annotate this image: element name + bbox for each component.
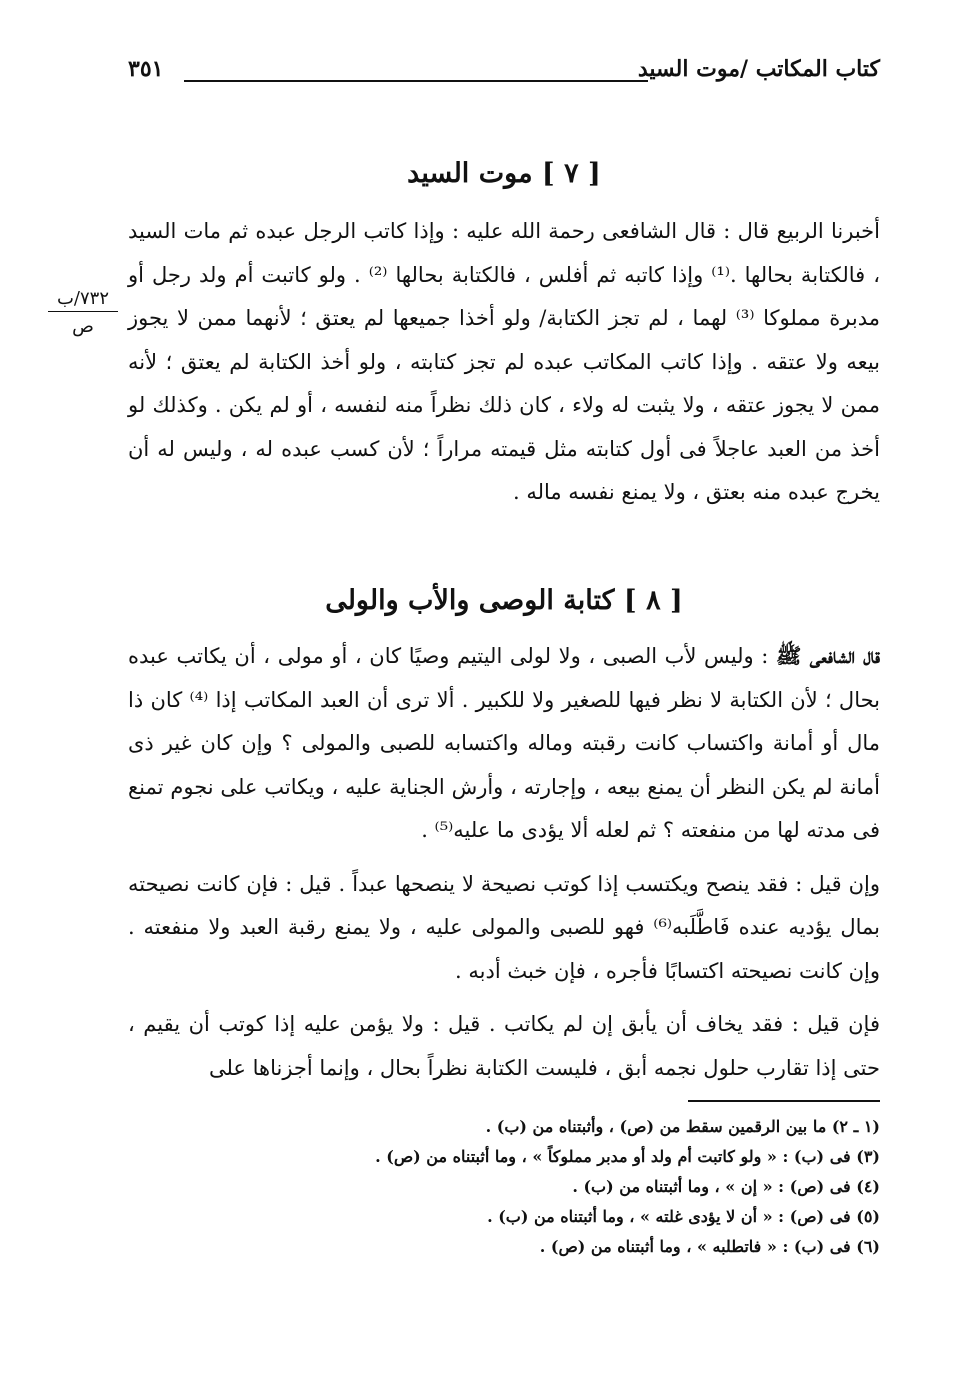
running-header: [128, 56, 880, 96]
section-8-paragraph-1: [128, 634, 880, 853]
margin-manuscript-siglum: ص: [72, 316, 94, 337]
section-7-paragraph: أخبرنا الربيع قال : قال الشافعى رحمة الله عليه : وإذا كاتب الرجل عبده ثم مات السيد ، فالكتابة بحالها .⁽¹⁾ وإذا كاتبه ثم أفلس ، فالكتابة بحالها ⁽²⁾ . ولو كاتبت أم ولد رجل أو مدبرة مملوكا ⁽³⁾ لهما ، لم تجز الكتابة/ ولو أخذا جميعها لم يعتق ؛ لأنهما ممن لا يجوز بيعه ولا عتقه . وإذا كاتب المكاتب عبده لم تجز كتابته ، ولو أخذ الكتابة لم يعتق ؛ لأنه ممن لا يجوز عتقه ، ولا يثبت له ولاء ، كان ذلك نظراً منه لنفسه ، أو لم يكن . وكذلك لو أخذ من العبد عاجلاً فى أول كتابته مثل قيمته مراراً ؛ لأن كسب عبده له ، وليس له أن يخرج عبده منه بعتق ، ولا يمنع نفسه ماله .: [128, 219, 880, 504]
section-8-body: [128, 634, 880, 1090]
footnote: (١ ـ ٢) ما بين الرقمين سقط من (ص) ، وأثبتناه من (ب) .: [485, 1117, 880, 1136]
header-rule: [184, 80, 648, 82]
running-title: كتاب المكاتب /موت السيد: [637, 56, 880, 82]
footnote: (٦) فى (ب) : « فاتطلبه » ، وما أثبتناه من (ص) .: [539, 1237, 880, 1256]
margin-manuscript-reference: [44, 288, 122, 337]
section-heading-7: [ ٧ ] موت السيد: [407, 158, 601, 189]
footnotes: [128, 1112, 880, 1262]
section-8-paragraph-3: فإن قيل : فقد يخاف أن يأبق إن لم يكاتب . قيل : ولا يؤمن عليه إذا كوتب أن يقيم ، حتى إذا تقارب حلول نجمه أبق ، فليست الكتابة نظراً بحال ، وإنما أجزناها على: [128, 1012, 880, 1080]
paragraph-1-text: : وليس لأب الصبى ، ولا لولى اليتيم وصيًا كان ، أو مولى ، أن يكاتب عبده بحال ؛ لأن الكتابة لا نظر فيها للصغير ولا للكبير . ألا ترى أن العبد المكاتب إذا ⁽⁴⁾ كان ذا مال أو أمانة واكتساب كانت رقبته وماله واكتسابه للصبى والمولى ؟ وإن كان غير ذى أمانة لم يكن النظر أن يمنع بيعه ، وإجارته ، وأرش الجناية عليه ، ويكاتب على نجوم تمنع فى مدته لها من منفعته ؟ ثم لعله ألا يؤدى ما عليه⁽⁵⁾ .: [128, 644, 880, 842]
paragraph-lead: قال الشافعى ﷺ: [776, 643, 880, 668]
margin-folio-ref: ٧٣٢/ب: [48, 288, 118, 312]
section-7-body: [128, 210, 880, 515]
footnote: (٥) فى (ص) : « أن لا يؤدى غلته » ، وما أثبتناه من (ب) .: [487, 1207, 880, 1226]
footnote-rule: [688, 1100, 880, 1102]
footnote: (٣) فى (ب) : « ولو كاتبت أم ولد أو مدبر مملوكاً » ، وما أثبتناه من (ص) .: [375, 1147, 880, 1166]
footnote: (٤) فى (ص) : « إن » ، وما أثبتناه من (ب) .: [572, 1177, 880, 1196]
page-number: ٣٥١: [128, 56, 164, 82]
section-heading-8: [ ٨ ] كتابة الوصى والأب والولى: [325, 585, 683, 616]
section-8-paragraph-2: وإن قيل : فقد ينصح ويكتسب إذا كوتب نصيحة لا ينصحها عبداً . قيل : فإن كانت نصيحته بمال يؤديه عنده فَاطَّلَبه⁽⁶⁾ فهو للصبى والمولى عليه ، ولا يمنع رقبة العبد ولا منفعته . وإن كانت نصيحته اكتسابًا فأجره ، فإن خبث أدبه .: [128, 871, 880, 983]
